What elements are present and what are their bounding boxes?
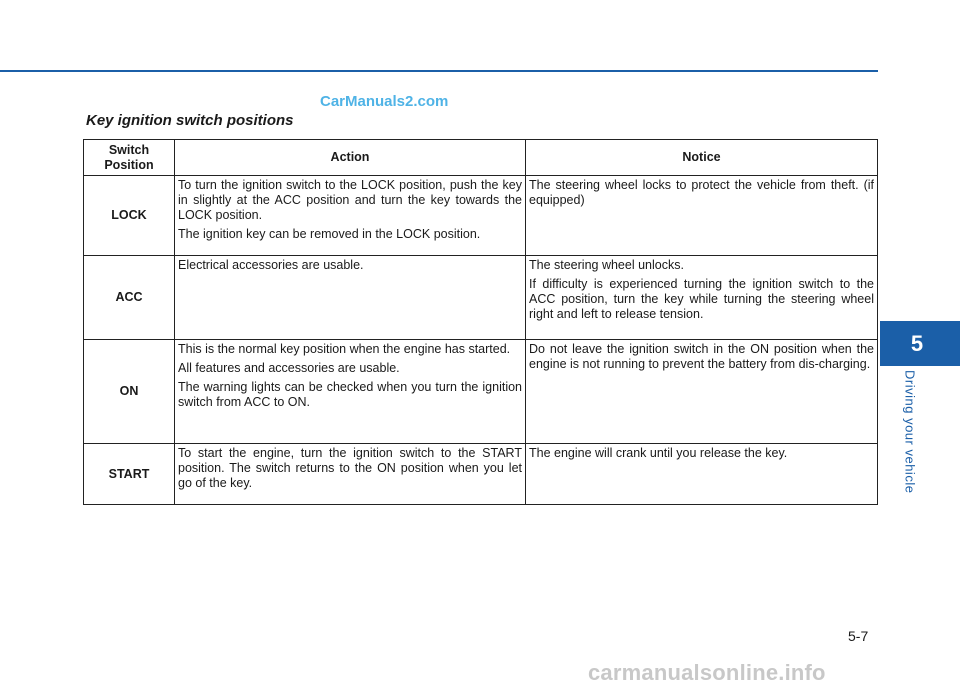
header-switch-line1: Switch bbox=[108, 142, 150, 157]
page-number: 5-7 bbox=[848, 628, 869, 644]
header-switch-line2: Position bbox=[104, 157, 154, 172]
notice-cell bbox=[526, 444, 878, 505]
action-text: To start the engine, turn the ignition switch to the START position. The switch returns to the ON position when you let go of the key. bbox=[178, 446, 522, 490]
action-text: This is the normal key position when the engine has started. bbox=[178, 342, 511, 356]
position-cell: LOCK bbox=[84, 176, 175, 256]
notice-text: Do not leave the ignition switch in the ON position when the engine is not running to prevent the battery from dis-charging. bbox=[529, 342, 874, 371]
table-row bbox=[84, 176, 878, 256]
position-cell: ACC bbox=[84, 256, 175, 340]
footer-watermark: carmanualsonline.info bbox=[588, 660, 826, 685]
action-text: All features and accessories are usable. bbox=[178, 361, 400, 375]
notice-text: The engine will crank until you release the key. bbox=[529, 446, 788, 460]
notice-cell bbox=[526, 176, 878, 256]
notice-text: If difficulty is experienced turning the ignition switch to the ACC position, turn the key while turning the steering wheel right and left to release tension. bbox=[529, 277, 874, 321]
header-notice: Notice bbox=[526, 140, 878, 176]
ignition-positions-table bbox=[83, 139, 878, 505]
chapter-tab bbox=[880, 321, 960, 366]
action-text: The ignition key can be removed in the LOCK position. bbox=[178, 227, 481, 241]
position-cell: ON bbox=[84, 340, 175, 444]
chapter-label: Driving your vehicle bbox=[902, 370, 918, 494]
header-switch-position bbox=[84, 140, 175, 176]
watermark-link[interactable]: CarManuals2.com bbox=[320, 93, 449, 110]
action-cell bbox=[175, 256, 526, 340]
header-rule bbox=[0, 70, 878, 72]
action-text: To turn the ignition switch to the LOCK position, push the key in slightly at the ACC position and turn the key towards the LOCK position. bbox=[178, 178, 522, 222]
table-row bbox=[84, 256, 878, 340]
notice-cell bbox=[526, 256, 878, 340]
action-cell bbox=[175, 176, 526, 256]
action-cell bbox=[175, 340, 526, 444]
chapter-number: 5 bbox=[910, 330, 924, 356]
notice-cell bbox=[526, 340, 878, 444]
notice-text: The steering wheel unlocks. bbox=[529, 258, 684, 272]
table-row bbox=[84, 444, 878, 505]
table-header-row bbox=[84, 140, 878, 176]
section-title: Key ignition switch positions bbox=[86, 112, 294, 129]
notice-text: The steering wheel locks to protect the vehicle from theft. (if equipped) bbox=[529, 178, 874, 207]
action-text: Electrical accessories are usable. bbox=[178, 258, 364, 272]
header-action: Action bbox=[175, 140, 526, 176]
table-row bbox=[84, 340, 878, 444]
action-text: The warning lights can be checked when you turn the ignition switch from ACC to ON. bbox=[178, 380, 522, 409]
action-cell bbox=[175, 444, 526, 505]
position-cell: START bbox=[84, 444, 175, 505]
